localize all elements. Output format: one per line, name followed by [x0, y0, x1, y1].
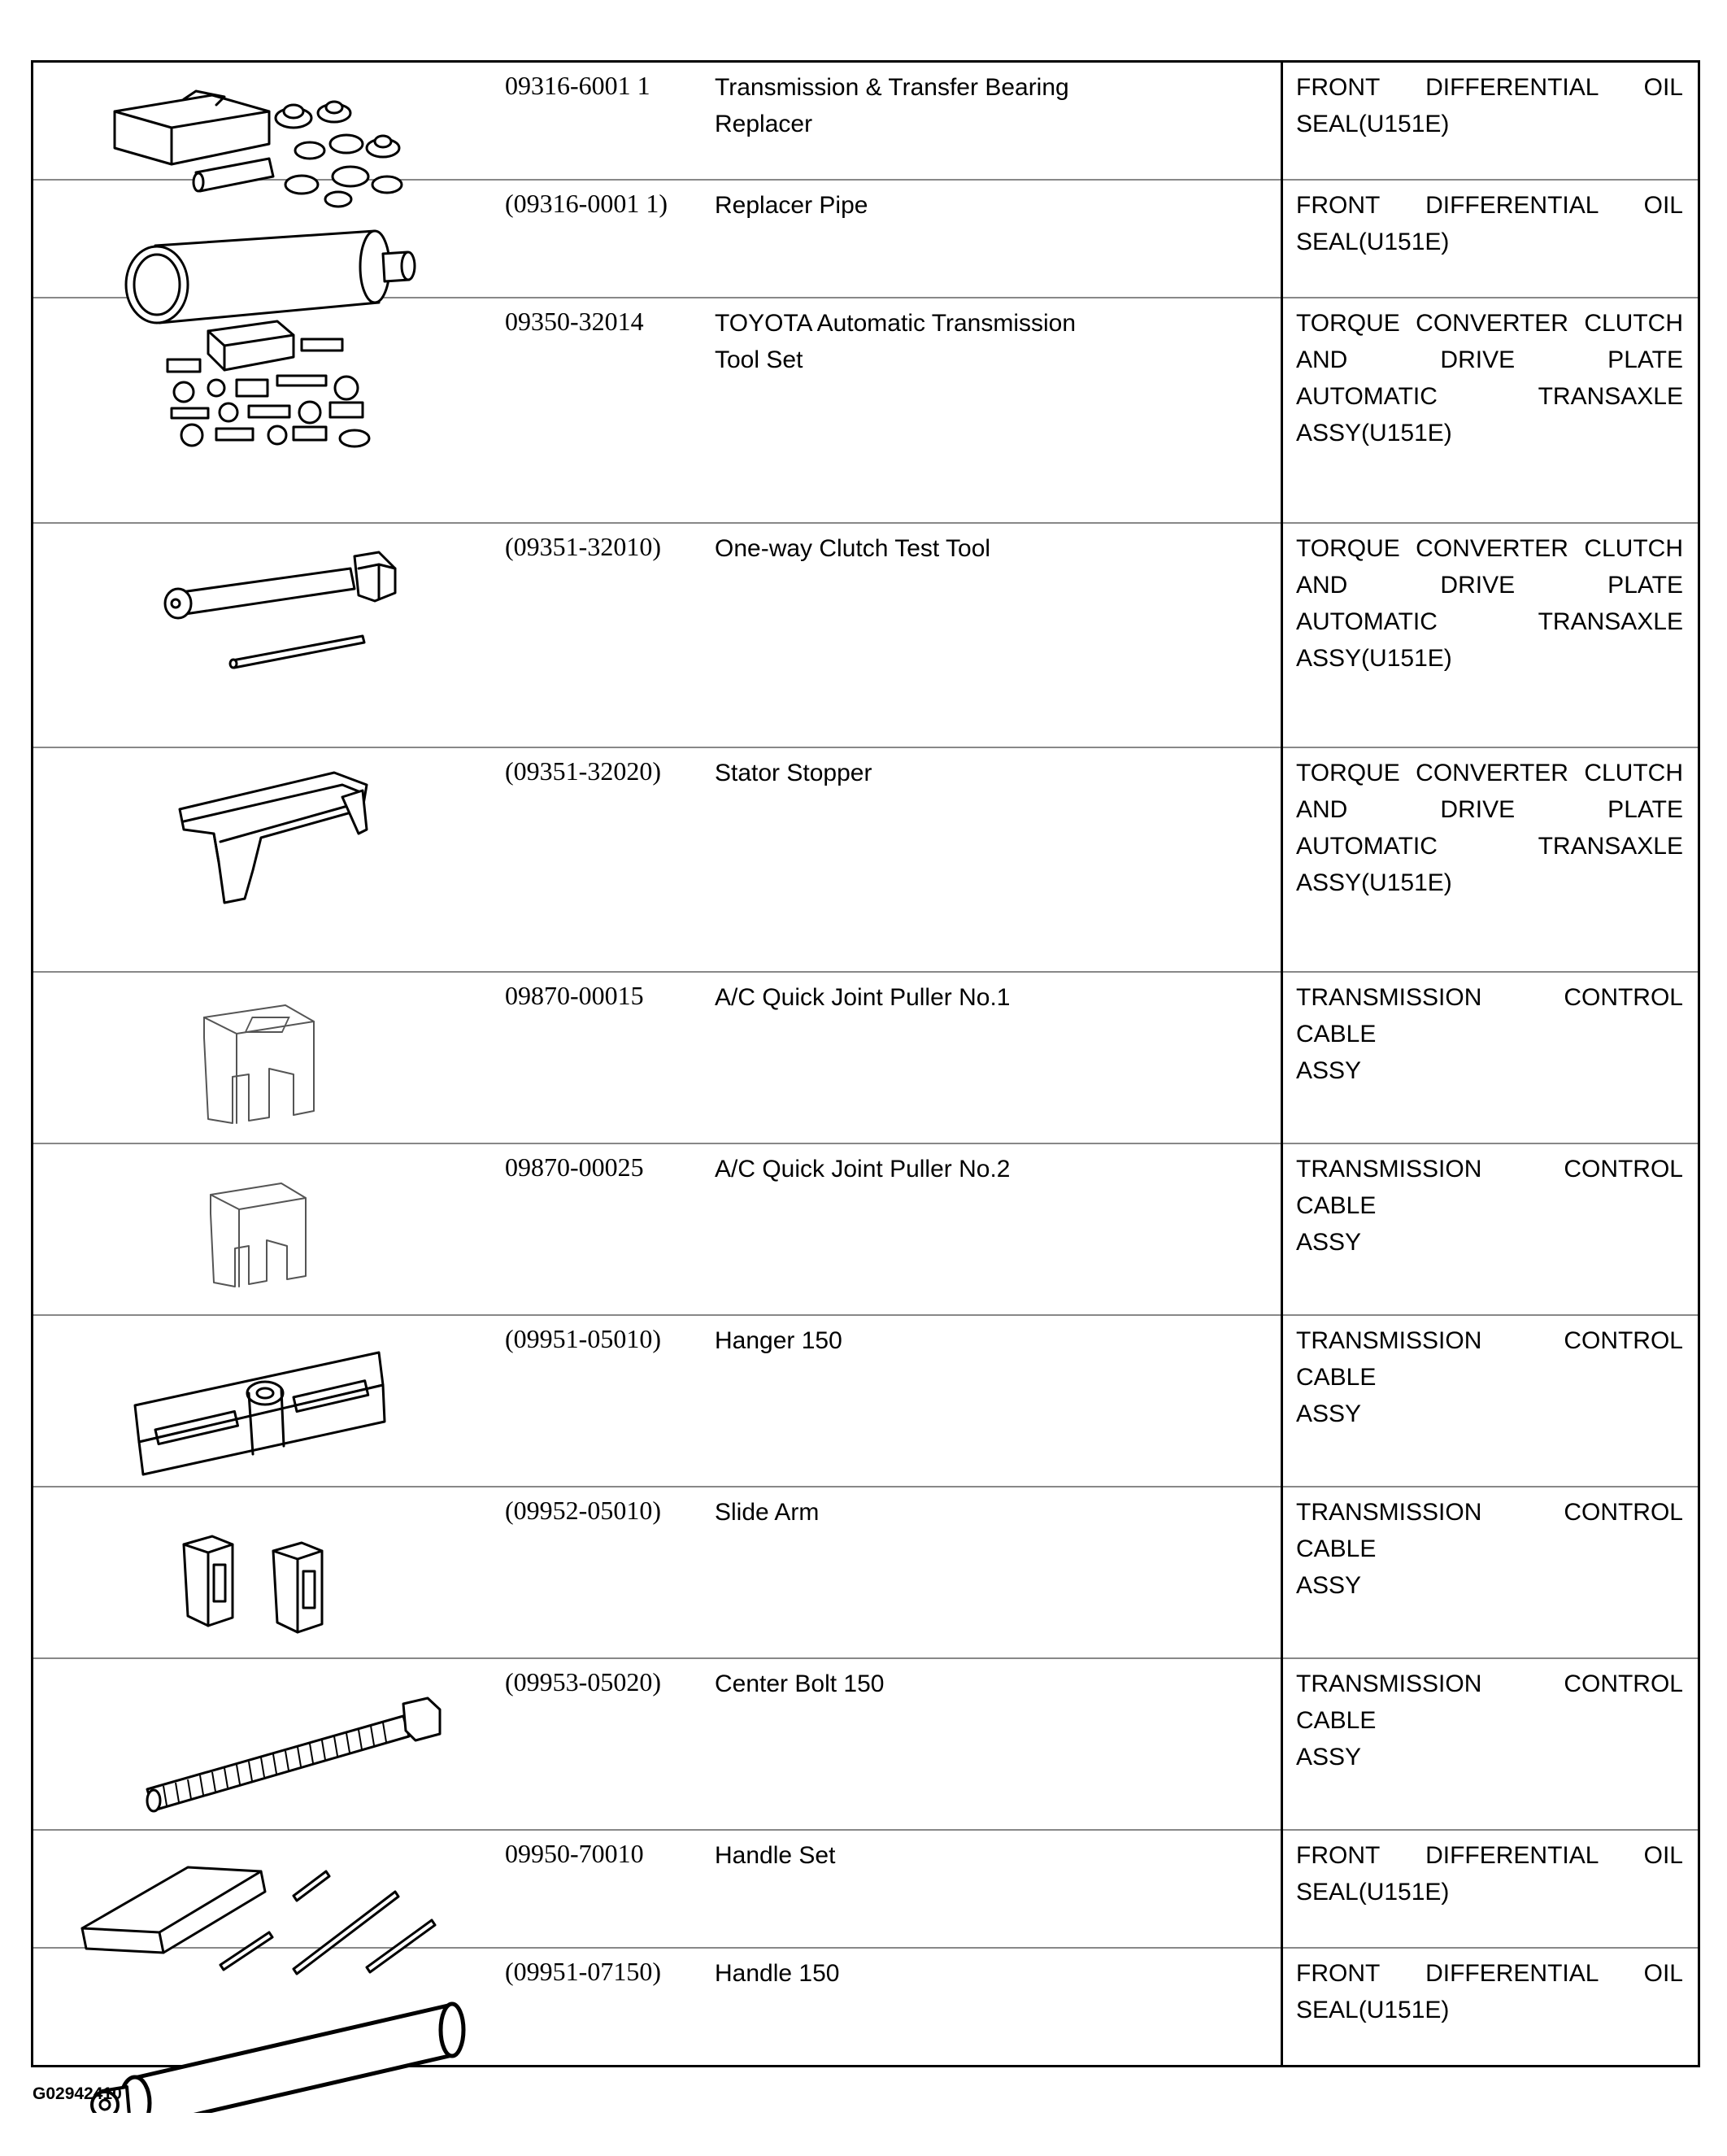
table-row — [33, 1948, 1698, 2065]
tool-illustration-cell — [33, 747, 505, 972]
applies-to-line: ASSY(U151E) — [1296, 644, 1452, 672]
tool-name-line: Replacer Pipe — [715, 191, 868, 219]
applies-to-line: TORQUE CONVERTER CLUTCH — [1296, 534, 1683, 562]
table-row — [33, 523, 1698, 747]
applies-to-line: ASSY(U151E) — [1296, 420, 1452, 447]
tool-name-cell — [715, 1830, 1282, 1948]
tool-illustration-cell — [33, 1948, 505, 2065]
tool-illustration-cell — [33, 1658, 505, 1830]
part-number-cell — [505, 1143, 715, 1315]
part-number: (09351-32010) — [505, 531, 661, 561]
tool-name-cell — [715, 972, 1282, 1143]
tool-name-line: Center Bolt 150 — [715, 1670, 885, 1697]
tool-name-line: Hanger 150 — [715, 1326, 842, 1354]
slide-arm-icon — [33, 1487, 505, 1652]
part-number-cell — [505, 298, 715, 522]
applies-to-line: TORQUE CONVERTER CLUTCH — [1296, 310, 1683, 338]
part-number-cell — [505, 523, 715, 747]
applies-to-line: FRONT DIFFERENTIAL OIL — [1296, 1959, 1683, 1987]
part-number: (09951-05010) — [505, 1323, 661, 1353]
applies-to-cell — [1282, 972, 1699, 1143]
applies-to-cell — [1282, 1948, 1699, 2065]
applies-to-line: TORQUE CONVERTER CLUTCH — [1296, 759, 1683, 786]
tool-illustration-cell — [33, 523, 505, 747]
tool-illustration-cell — [33, 63, 505, 180]
part-number: (09316-0001 1) — [505, 188, 668, 218]
applies-to-cell — [1282, 1315, 1699, 1487]
applies-to-line: AUTOMATIC TRANSAXLE — [1296, 608, 1683, 635]
applies-to-cell — [1282, 1658, 1699, 1830]
clutch-test-tool-icon — [33, 524, 505, 688]
applies-to-cell — [1282, 63, 1699, 180]
tool-name-cell — [715, 180, 1282, 298]
tool-illustration-cell — [33, 298, 505, 522]
part-number-cell — [505, 1487, 715, 1658]
applies-to-line: ASSY — [1296, 1743, 1362, 1771]
part-number: 09870-00015 — [505, 981, 644, 1011]
tool-name-line: A/C Quick Joint Puller No.2 — [715, 1156, 1011, 1183]
part-number: 09950-70010 — [505, 1838, 644, 1868]
table-row — [33, 1315, 1698, 1487]
tool-illustration-cell — [33, 1143, 505, 1315]
center-bolt-icon — [33, 1659, 505, 1823]
applies-to-line: AND DRIVE PLATE — [1296, 571, 1683, 599]
part-number-cell — [505, 63, 715, 180]
table-row — [33, 972, 1698, 1143]
tool-name-line: Slide Arm — [715, 1498, 820, 1526]
part-number-cell — [505, 1315, 715, 1487]
tool-name-cell — [715, 1948, 1282, 2065]
tool-illustration-cell — [33, 972, 505, 1143]
applies-to-cell — [1282, 747, 1699, 972]
table-row — [33, 1143, 1698, 1315]
applies-to-cell — [1282, 298, 1699, 522]
sst-table — [33, 63, 1698, 2065]
part-number-cell — [505, 1658, 715, 1830]
part-number-cell — [505, 747, 715, 972]
part-number: (09953-05020) — [505, 1666, 661, 1696]
tool-name-cell — [715, 1487, 1282, 1658]
applies-to-line: TRANSMISSION CONTROL CABLE — [1296, 1498, 1683, 1562]
applies-to-line: ASSY — [1296, 1229, 1362, 1257]
applies-to-line: TRANSMISSION CONTROL CABLE — [1296, 1156, 1683, 1220]
applies-to-line: SEAL(U151E) — [1296, 228, 1450, 255]
tool-illustration-cell — [33, 1487, 505, 1658]
applies-to-cell — [1282, 523, 1699, 747]
tool-name-cell — [715, 63, 1282, 180]
applies-to-line: ASSY — [1296, 1571, 1362, 1599]
applies-to-line: AUTOMATIC TRANSAXLE — [1296, 832, 1683, 860]
applies-to-line: TRANSMISSION CONTROL CABLE — [1296, 1326, 1683, 1391]
part-number: (09951-07150) — [505, 1956, 661, 1986]
tool-name-cell — [715, 747, 1282, 972]
applies-to-cell — [1282, 1487, 1699, 1658]
table-row — [33, 180, 1698, 298]
tool-name-line: One-way Clutch Test Tool — [715, 534, 991, 562]
tool-set-icon — [33, 298, 505, 463]
part-number-cell — [505, 972, 715, 1143]
tool-name-cell — [715, 1658, 1282, 1830]
part-number: 09350-32014 — [505, 307, 644, 337]
applies-to-line: ASSY — [1296, 1400, 1362, 1427]
applies-to-cell — [1282, 1830, 1699, 1948]
tool-name-line: Tool Set — [715, 346, 803, 374]
applies-to-line: FRONT DIFFERENTIAL OIL — [1296, 1841, 1683, 1869]
tool-name-line: Handle Set — [715, 1841, 836, 1869]
tool-illustration-cell — [33, 1830, 505, 1948]
table-row — [33, 63, 1698, 180]
quick-joint-puller-small-icon — [33, 1144, 505, 1309]
applies-to-line: SEAL(U151E) — [1296, 1878, 1450, 1906]
tool-name-line: Handle 150 — [715, 1959, 840, 1987]
applies-to-cell — [1282, 1143, 1699, 1315]
applies-to-line: TRANSMISSION CONTROL CABLE — [1296, 984, 1683, 1048]
tool-name-cell — [715, 1315, 1282, 1487]
applies-to-line: SEAL(U151E) — [1296, 1996, 1450, 2023]
tool-name-cell — [715, 1143, 1282, 1315]
tool-name-cell — [715, 523, 1282, 747]
table-row — [33, 298, 1698, 522]
tool-name-line: Replacer — [715, 111, 813, 137]
tool-name-line: Transmission & Transfer Bearing — [715, 74, 1069, 101]
part-number-cell — [505, 1830, 715, 1948]
tool-illustration-cell — [33, 1315, 505, 1487]
applies-to-line: AND DRIVE PLATE — [1296, 795, 1683, 823]
stator-stopper-icon — [33, 748, 505, 912]
figure-code: G02942410 — [33, 2084, 122, 2103]
quick-joint-puller-icon — [33, 973, 505, 1137]
applies-to-line: AND DRIVE PLATE — [1296, 346, 1683, 374]
part-number: (09351-32020) — [505, 756, 661, 786]
tool-name-line: Stator Stopper — [715, 759, 872, 786]
table-row — [33, 1830, 1698, 1948]
table-row — [33, 747, 1698, 972]
applies-to-line: FRONT DIFFERENTIAL OIL — [1296, 191, 1683, 219]
part-number: (09952-05010) — [505, 1495, 661, 1525]
part-number: 09870-00025 — [505, 1152, 644, 1183]
applies-to-line: AUTOMATIC TRANSAXLE — [1296, 383, 1683, 411]
table-row — [33, 1487, 1698, 1658]
applies-to-line: ASSY(U151E) — [1296, 869, 1452, 896]
tool-name-line: TOYOTA Automatic Transmission — [715, 310, 1077, 338]
part-number: 09316-6001 1 — [505, 71, 650, 100]
tool-name-line: A/C Quick Joint Puller No.1 — [715, 984, 1011, 1012]
tool-table-frame — [31, 60, 1700, 2067]
part-number-cell — [505, 1948, 715, 2065]
part-number-cell — [505, 180, 715, 298]
applies-to-line: TRANSMISSION CONTROL CABLE — [1296, 1670, 1683, 1734]
tool-illustration-cell — [33, 180, 505, 298]
tool-name-cell — [715, 298, 1282, 522]
applies-to-line: ASSY — [1296, 1057, 1362, 1085]
applies-to-line: SEAL(U151E) — [1296, 111, 1450, 137]
hanger-icon — [33, 1316, 505, 1480]
table-row — [33, 1658, 1698, 1830]
applies-to-line: FRONT DIFFERENTIAL OIL — [1296, 74, 1683, 101]
applies-to-cell — [1282, 180, 1699, 298]
